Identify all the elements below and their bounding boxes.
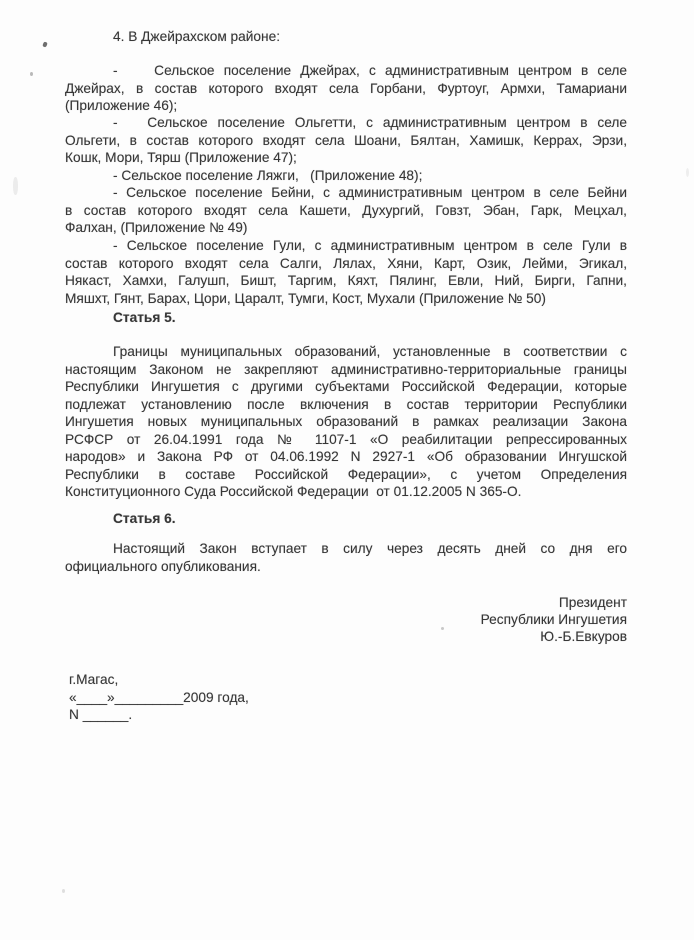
article-6-heading-text: Статья 6.	[113, 511, 176, 526]
article-6-body	[65, 540, 627, 575]
text-line: г.Магас,	[69, 672, 119, 687]
text-line: - Сельское поселение Ольгетти, с административным центром в селе	[113, 115, 627, 130]
paragraph-lyazhgi	[65, 167, 627, 185]
paragraph-dzheirakh	[65, 62, 627, 115]
text-line: - Сельское поселение Гули, с административным центром в селе Гули в	[113, 238, 627, 253]
text-line: Конституционного Суда Российской Федерации от 01.12.2005 N 365-О.	[65, 484, 522, 499]
signature-block	[65, 595, 633, 645]
text-line: РСФСР от 26.04.1991 года № 1107-1 «О реабилитации репрессированных	[65, 431, 627, 447]
text-line: - Сельское поселение Джейрах, с административным центром в селе	[113, 63, 627, 78]
text-line: Ольгети, в состав которого входят села Шоани, Бялтан, Хамишк, Керрах, Эрзи,	[65, 132, 627, 148]
paragraph-olgetti	[65, 114, 627, 167]
text-line: - Сельское поселение Бейни, с административным центром в селе Бейни	[113, 185, 627, 200]
text-line: «____»_________2009 года,	[69, 689, 249, 705]
text-line: Республики Ингушетия	[480, 611, 627, 627]
text-line: состав которого входят села Салги, Лялах, Хяни, Карт, Озик, Лейми, Эгикал,	[65, 255, 627, 271]
scan-speck	[62, 889, 65, 893]
text-line: народов» и Закона РФ от 04.06.1992 N 2927-1 «Об образовании Ингушской	[65, 449, 627, 464]
article-5-heading	[65, 309, 627, 327]
text-line: Ингушетия новых муниципальных образований в рамках реализации Закона	[65, 414, 627, 429]
text-line: Республики в составе Российской Федерации», с учетом Определения	[65, 466, 627, 482]
article-6-heading	[65, 510, 627, 528]
text-line: Ю.-Б.Евкуров	[540, 628, 627, 644]
text-line: Границы муниципальных образований, установленные в соответствии с	[113, 344, 627, 359]
article-5-heading-text: Статья 5.	[113, 310, 176, 325]
text-line: Настоящий Закон вступает в силу через десять дней со дня его	[113, 541, 627, 556]
text-line: Республики Ингушетия с другими субъектами Российской Федерации, которые	[65, 379, 627, 394]
text-line: N ______.	[69, 707, 133, 722]
text-line: Мяшхт, Гянт, Барах, Цори, Царалт, Тумги, Кост, Мухали (Приложение № 50)	[65, 290, 546, 306]
scan-smudge	[13, 177, 18, 195]
text-line: подлежат установлению после включения в состав территории Республики	[65, 396, 627, 412]
scan-speck	[42, 41, 47, 47]
text-line: официального опубликования.	[65, 558, 261, 574]
text-line: Фалхан, (Приложение № 49)	[65, 220, 248, 235]
section-heading-text: 4. В Джейрахском районе:	[113, 29, 281, 44]
text-line: Джейрах, в состав которого входят села Горбани, Фуртоуг, Армхи, Тамариани	[65, 80, 627, 96]
text-line: (Приложение 46);	[65, 98, 178, 113]
place-date-number-block	[69, 671, 631, 724]
article-5-body	[65, 343, 627, 501]
text-line: в состав которого входят села Кашети, Духургий, Говзт, Эбан, Гарк, Мецхал,	[65, 202, 627, 218]
scan-speck	[441, 627, 444, 630]
paragraph-guli	[65, 237, 627, 307]
text-line: Президент	[558, 595, 627, 610]
text-line: Кошк, Мори, Тярш (Приложение 47);	[65, 150, 297, 165]
section-heading	[65, 28, 627, 46]
text-line: Някаст, Хамхи, Галушп, Бишт, Таргим, Кяхт, Пялинг, Евли, Ний, Бирги, Гапни,	[65, 273, 627, 288]
paragraph-beini	[65, 184, 627, 237]
text-line: - Сельское поселение Ляжги, (Приложение 48);	[113, 168, 423, 183]
text-line: настоящим Законом не закрепляют административно-территориальные границы	[65, 361, 627, 377]
scan-smudge	[686, 168, 689, 177]
scan-speck	[30, 72, 33, 76]
